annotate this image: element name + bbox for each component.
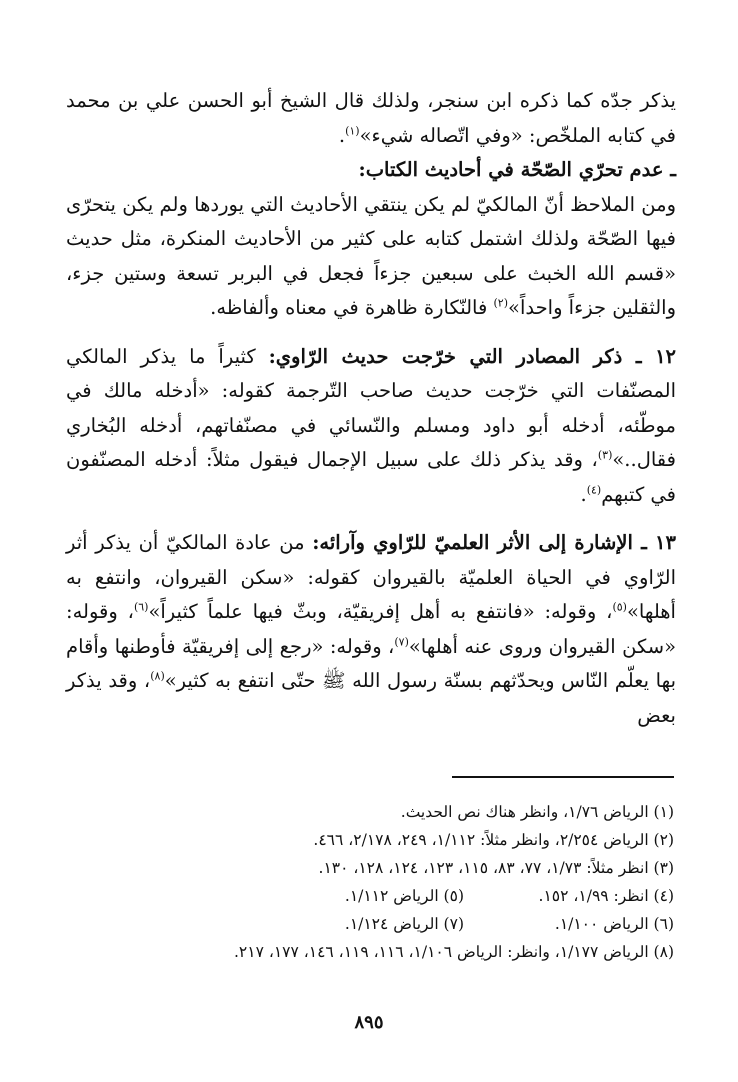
paragraph-4-part-e: ، وقد يذكر بعض — [66, 669, 676, 727]
paragraph-4 — [66, 526, 676, 733]
paragraph-2-tail: فالنّكارة ظاهرة في معناه وألفاظه. — [210, 296, 494, 319]
paragraph-4-part-c: ، وقوله: «سكن القيروان وروى عنه أهلها» — [66, 600, 677, 658]
paragraph-4-part-a: من عادة المالكيّ أن يذكر أثر الرّاوي في الحياة العلميّة بالقيروان كقوله: «سكن القيروان، وانتفع به أهلها» — [66, 531, 676, 623]
footnote-divider — [452, 776, 674, 778]
footnote-2: (٢) الرياض ٢/٢٥٤، وانظر مثلاً: ١/١١٢، ٢٤٩، ٢/١٧٨، ٤٦٦. — [313, 831, 674, 849]
footnotes — [66, 798, 674, 966]
paragraph-3-mid: ، وقد يذكر ذلك على سبيل الإجمال فيقول مثلاً: أدخله المصنّفون في كتبهم — [66, 448, 676, 506]
section-heading-impact: ١٣ ـ الإشارة إلى الأثر العلميّ للرّاوي وآرائه: — [312, 531, 676, 554]
footnote-8: (٨) الرياض ١/١٧٧، وانظر: الرياض ١/١٠٦، ١١٦، ١١٩، ١٤٦، ١٧٧، ٢١٧. — [233, 943, 674, 961]
section-heading-authenticity: ـ عدم تحرّي الصّحّة في أحاديث الكتاب: — [358, 158, 676, 181]
paragraph-1-text: يذكر جدّه كما ذكره ابن سنجر، ولذلك قال الشيخ أبو الحسن علي بن محمد في كتابه الملخّص: «وفي اتّصاله شيء» — [66, 89, 676, 147]
footnote-7: (٧) الرياض ١/١٢٤. — [344, 915, 464, 933]
footnote-ref-7: (٧) — [394, 635, 409, 648]
footnote-1: (١) الرياض ١/٧٦، وانظر هناك نص الحديث. — [400, 803, 674, 821]
paragraph-1-tail: . — [338, 123, 346, 147]
footnote-5: (٥) الرياض ١/١١٢. — [344, 887, 464, 905]
footnote-ref-1: (١) — [345, 124, 360, 137]
footnote-ref-3: (٣) — [597, 448, 613, 462]
footnote-ref-5: (٥) — [612, 600, 627, 614]
paragraph-4-part-b: ، وقوله: «فانتفع به أهل إفريقيّة، وبثّ فيها علماً كثيراً» — [148, 600, 613, 623]
footnote-ref-4: (٤) — [586, 483, 602, 496]
paragraph-2-text: ومن الملاحظ أنّ المالكيّ لم يكن ينتقي الأحاديث التي يوردها ولم يكن يتحرّى فيها الصّحّة ولذلك اشتمل كتابه على كثير من الأحاديث المنكرة، مثل حديث «قسم الله الخبث على سبعين جزءاً فجعل في البربر تسعة وستين جزء، والثقلين جزءاً واحداً» — [66, 192, 676, 319]
section-heading-sources: ١٢ ـ ذكر المصادر التي خرّجت حديث الرّاوي: — [268, 344, 677, 368]
paragraph-3-text: كثيراً ما يذكر المالكي المصنّفات التي خرّجت حديث صاحب التّرجمة كقوله: «أدخله مالك في موطّئه، أدخله أبو داود ومسلم والنّسائي في مصنّفاتهم، أدخله البُخاري فقال..» — [66, 344, 676, 471]
footnote-ref-2: (٢) — [493, 296, 509, 310]
page-number: ٨٩٥ — [354, 1012, 384, 1033]
footnote-6: (٦) الرياض ١/١٠٠. — [554, 915, 674, 933]
paragraph-4-part-d: ، وقوله: «رجع إلى إفريقيّة فأوطنها وأقام بها يعلّم النّاس ويحدّثهم بسنّة رسول الله ﷺ حتّى انتفع به كثير» — [66, 634, 676, 692]
footnote-ref-6: (٦) — [133, 600, 149, 614]
paragraph-2 — [66, 188, 676, 326]
footnote-3: (٣) انظر مثلاً: ١/٧٣، ٧٧، ٨٣، ١١٥، ١٢٣، ١٢٤، ١٢٨، ١٣٠. — [318, 859, 674, 877]
footnote-4: (٤) انظر: ١/٩٩، ١٥٢. — [538, 887, 674, 905]
footnote-row-4-5 — [66, 882, 674, 910]
paragraph-3 — [66, 340, 676, 513]
paragraph-1 — [66, 84, 676, 153]
footnote-row-6-7 — [66, 910, 674, 938]
footnote-ref-8: (٨) — [150, 669, 165, 683]
paragraph-3-tail: . — [580, 482, 587, 506]
